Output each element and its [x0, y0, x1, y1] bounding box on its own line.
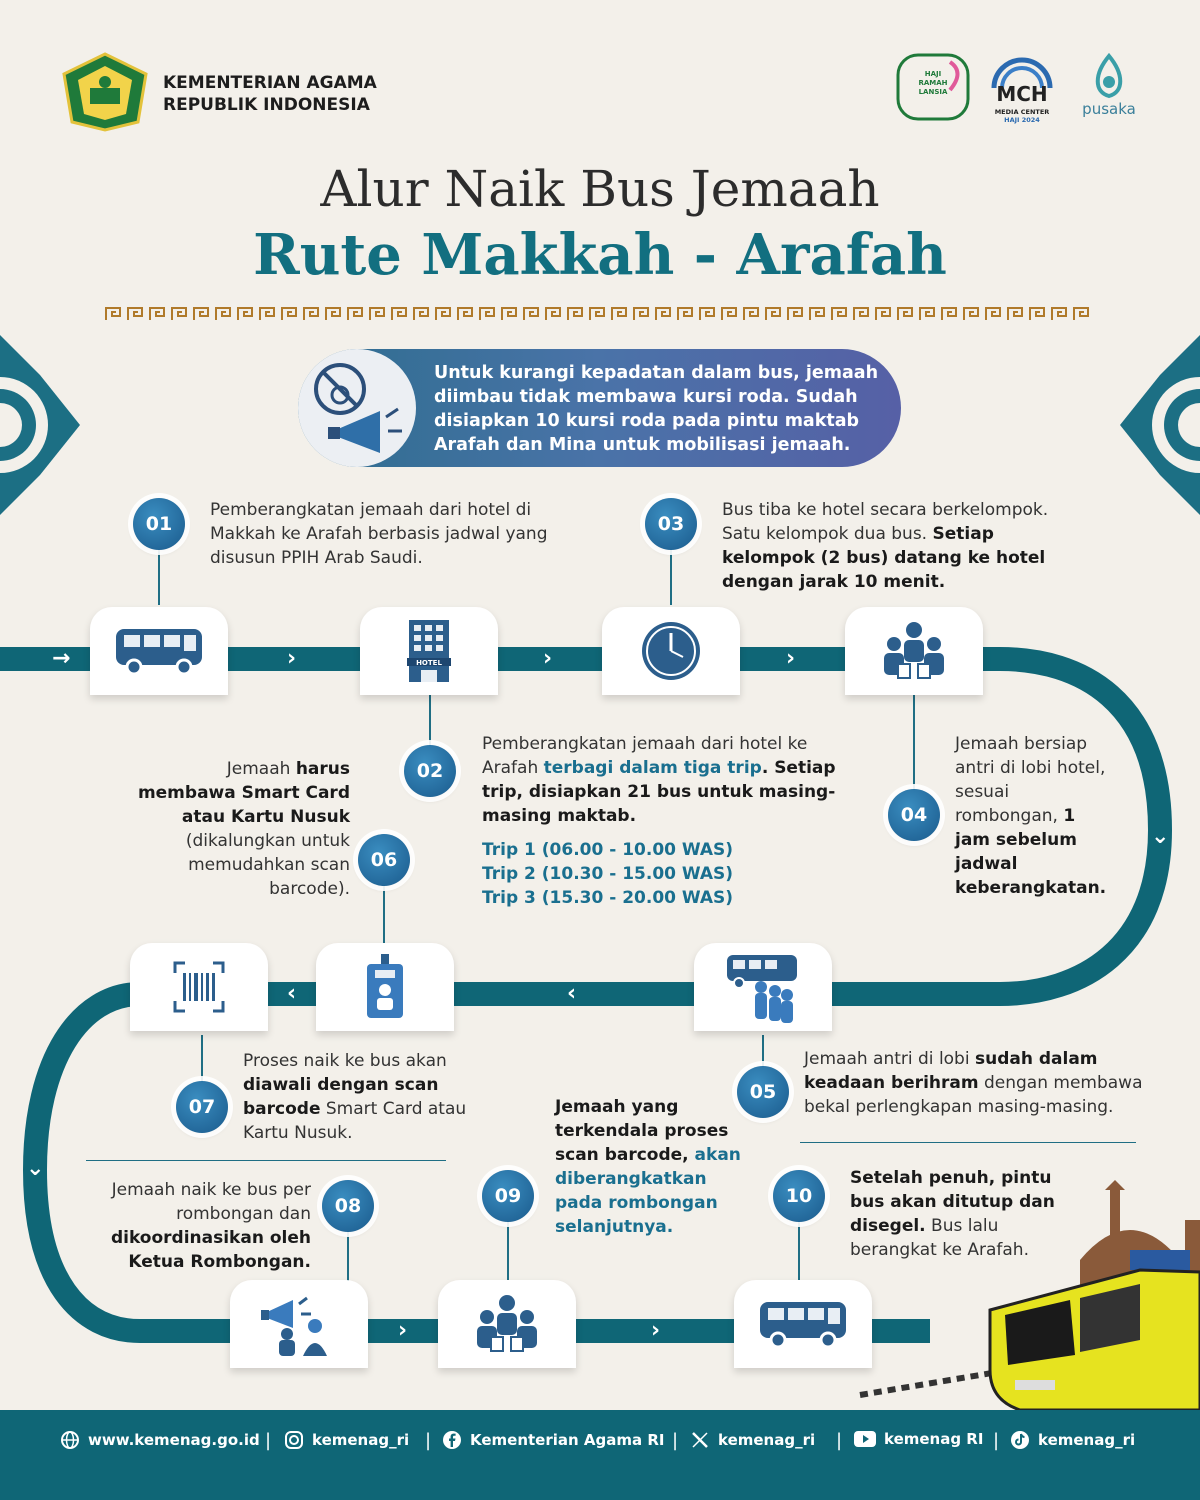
step-badge-08: 08: [322, 1180, 374, 1232]
footer-separator: |: [993, 1430, 1000, 1451]
pusaka-text: pusaka: [1082, 100, 1136, 118]
footer-website[interactable]: [60, 1430, 260, 1450]
footer-tiktok-text: kemenag_ri: [1038, 1431, 1136, 1449]
step-badge-04: 04: [888, 789, 940, 841]
instagram-icon: [284, 1430, 304, 1450]
barcode-icon: [171, 959, 227, 1015]
partner1-line2: RAMAH: [918, 79, 948, 87]
hotel-sign-text: HOTEL: [416, 659, 442, 667]
step-card-barcode: [130, 943, 268, 1031]
step-04-text-a: Jemaah bersiap antri di lobi hotel, sesuai rombongan,: [955, 734, 1106, 826]
org-name-line2: REPUBLIK INDONESIA: [163, 95, 370, 115]
step-08-text-a: Jemaah naik ke bus per rombongan dan: [111, 1180, 311, 1224]
footer-instagram-text: kemenag_ri: [312, 1431, 410, 1449]
footer-instagram[interactable]: [284, 1430, 409, 1450]
megaphone-person-icon: [259, 1292, 339, 1356]
footer-bar: [0, 1410, 1200, 1500]
partner1-line1: HAJI: [924, 70, 942, 78]
connector-line: [201, 1035, 203, 1085]
step-09-text-a: Jemaah yang terkendala proses scan barcode,: [555, 1097, 729, 1165]
trip-1: Trip 1 (06.00 - 10.00 WAS): [482, 840, 734, 860]
step-05-text: [804, 1047, 1164, 1119]
step-02-text-a: Pemberangkatan jemaah dari hotel ke Arafah: [482, 734, 808, 778]
footer-separator: |: [265, 1430, 272, 1451]
step-02-text: [482, 732, 852, 910]
step-06-text: [130, 757, 350, 901]
chevron-left-icon: ‹: [287, 981, 297, 1006]
step-badge-06: 06: [358, 834, 410, 886]
step-10-text-a: Setelah penuh, pintu bus akan ditutup dan disegel.: [850, 1168, 1055, 1236]
chevron-down-icon: ⌄: [1151, 824, 1170, 849]
connector-line: [507, 1220, 509, 1285]
step-card-clock: [602, 607, 740, 695]
step-02-text-c: . Setiap trip, disiapkan 21 bus untuk masing-masing maktab.: [482, 758, 836, 826]
step-badge-07: 07: [176, 1081, 228, 1133]
step-07-text-b: diawali dengan scan barcode: [243, 1075, 439, 1119]
step-card-queue-bus: [694, 943, 832, 1031]
mosque-bus-illustration: [840, 1180, 1200, 1410]
id-card-icon: [363, 952, 407, 1022]
hotel-icon: [404, 616, 454, 686]
step-card-id: [316, 943, 454, 1031]
trip-2: Trip 2 (10.30 - 15.00 WAS): [482, 864, 734, 884]
step-04-text-b: 1 jam sebelum jadwal keberangkatan.: [955, 806, 1107, 898]
connector-line: [762, 1035, 764, 1070]
step-05-text-c: dengan membawa bekal perlengkapan masing-masing.: [804, 1073, 1143, 1117]
step-card-bus: [90, 607, 228, 695]
step-03-text-a: Bus tiba ke hotel secara berkelompok. Satu kelompok dua bus.: [722, 500, 1049, 544]
arrow-right-icon: →: [52, 646, 71, 671]
footer-tiktok[interactable]: [1010, 1430, 1135, 1450]
footer-x[interactable]: [690, 1430, 815, 1450]
footer-facebook[interactable]: [442, 1430, 665, 1450]
connector-line: [798, 1220, 800, 1285]
mch-text: MCH: [996, 82, 1048, 106]
connector-line: [429, 695, 431, 750]
step-05-text-a: Jemaah antri di lobi: [804, 1049, 975, 1069]
title-line2: Rute Makkah - Arafah: [253, 222, 947, 288]
connector-line: [913, 695, 915, 790]
step-card-group: [845, 607, 983, 695]
step-01-text: Pemberangkatan jemaah dari hotel di Makkah ke Arafah berbasis jadwal yang disusun PPIH Arab Saudi.: [210, 500, 548, 568]
step-07-text-a: Proses naik ke bus akan: [243, 1051, 447, 1071]
step-02-text-b: terbagi dalam tiga trip: [543, 758, 762, 778]
connector-line: [670, 545, 672, 605]
globe-icon: [60, 1430, 80, 1450]
divider: [800, 1142, 1136, 1143]
step-06-text-a: Jemaah: [226, 759, 296, 779]
notice-text: Untuk kurangi kepadatan dalam bus, jemaah diimbau tidak membawa kursi roda. Sudah disiapkan 10 kursi roda pada pintu maktab Arafah dan Mina untuk mobilisasi jemaah.: [434, 363, 879, 455]
chevron-right-icon: ›: [651, 1318, 661, 1343]
step-07-text: [243, 1049, 473, 1145]
step-10-text-b: Bus lalu berangkat ke Arafah.: [850, 1216, 1029, 1260]
step-badge-01: 01: [133, 498, 185, 550]
step-card-group-2: [438, 1280, 576, 1368]
partner1-line3: LANSIA: [918, 88, 948, 96]
x-icon: [690, 1430, 710, 1450]
title-line1: Alur Naik Bus Jemaah: [320, 160, 880, 218]
chevron-left-icon: ‹: [567, 981, 577, 1006]
chevron-right-icon: ›: [287, 646, 297, 671]
step-07-text-c: Smart Card atau Kartu Nusuk.: [243, 1099, 467, 1143]
step-04-text: [955, 732, 1115, 900]
connector-line: [158, 545, 160, 605]
queue-bus-icon: [723, 947, 803, 1027]
bus-icon: [112, 625, 206, 677]
connector-line: [383, 885, 385, 943]
tiktok-icon: [1010, 1430, 1030, 1450]
step-06-text-b: harus membawa Smart Card atau Kartu Nusuk: [137, 759, 350, 827]
footer-website-text: www.kemenag.go.id: [88, 1431, 260, 1449]
step-09-text-b: akan diberangkatkan pada rombongan selanjutnya.: [555, 1145, 741, 1237]
chevron-right-icon: ›: [543, 646, 553, 671]
step-card-hotel: [360, 607, 498, 695]
mch-sub1: MEDIA CENTER: [994, 108, 1050, 116]
footer-separator: |: [672, 1430, 679, 1451]
step-08-text-b: dikoordinasikan oleh Ketua Rombongan.: [110, 1228, 311, 1272]
step-badge-03: 03: [645, 498, 697, 550]
footer-separator: |: [836, 1430, 843, 1451]
group-icon: [471, 1293, 543, 1355]
chevron-right-icon: ›: [398, 1318, 408, 1343]
footer-x-text: kemenag_ri: [718, 1431, 816, 1449]
bus-icon: [756, 1298, 850, 1350]
facebook-icon: [442, 1430, 462, 1450]
step-badge-09: 09: [482, 1170, 534, 1222]
youtube-icon: [854, 1431, 876, 1447]
trip-3: Trip 3 (15.30 - 20.00 WAS): [482, 888, 734, 908]
step-badge-02: 02: [404, 745, 456, 797]
connector-line: [347, 1230, 349, 1285]
mch-sub2: HAJI 2024: [1004, 116, 1040, 124]
footer-separator: |: [425, 1430, 432, 1451]
chevron-down-icon: ⌄: [26, 1156, 45, 1181]
step-card-megaphone: [230, 1280, 368, 1368]
org-name-line1: KEMENTERIAN AGAMA: [163, 73, 377, 93]
footer-youtube[interactable]: [854, 1430, 983, 1448]
group-icon: [878, 620, 950, 682]
step-06-text-c: (dikalungkan untuk memudahkan scan barcode).: [185, 831, 350, 899]
footer-youtube-text: kemenag RI: [884, 1430, 984, 1448]
step-badge-05: 05: [737, 1066, 789, 1118]
step-badge-10: 10: [773, 1170, 825, 1222]
chevron-right-icon: ›: [786, 646, 796, 671]
step-03-text: [722, 498, 1072, 594]
footer-facebook-text: Kementerian Agama RI: [470, 1431, 665, 1449]
step-05-text-b: sudah dalam keadaan berihram: [804, 1049, 1098, 1093]
clock-icon: [639, 619, 703, 683]
divider: [86, 1160, 446, 1161]
step-03-text-b: Setiap kelompok (2 bus) datang ke hotel dengan jarak 10 menit.: [722, 524, 1046, 592]
step-08-text: [86, 1178, 311, 1274]
step-09-text: [555, 1095, 755, 1239]
